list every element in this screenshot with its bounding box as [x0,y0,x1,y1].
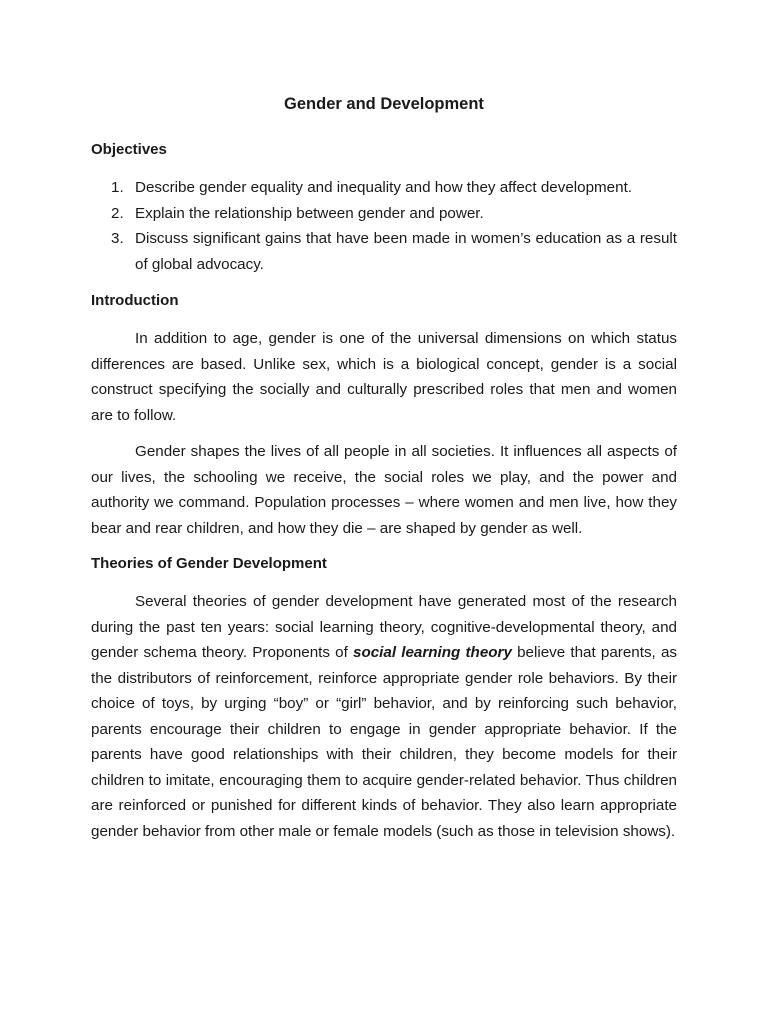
list-item-number: 2. [111,204,124,222]
list-item [91,226,677,277]
theories-text-after: believe that parents, as the distributors of reinforcement, reinforce appropriate gender role behaviors. By their choice of toys, by urging “boy” or “girl” behavior, and by reinforcing such behavior, parents encourage their children to engage in gender appropriate behavior. If the parents have good relationships with their children, they become models for their children to imitate, encouraging them to acquire gender-related behavior. Thus children are reinforced or punished for different kinds of behavior. They also learn appropriate gender behavior from other male or female models (such as those in television shows). [91,644,677,840]
theories-text-before: Several theories of gender development have generated most of the research during the past ten years: social learning theory, cognitive-developmental theory, and gender schema theory. Proponents of [91,593,677,661]
document-body [91,92,677,855]
objectives-heading: Objectives [91,141,167,158]
list-item-number: 3. [111,230,124,247]
list-item [91,201,677,227]
list-item [91,175,677,201]
list-item-text: Discuss significant gains that have been made in women’s education as a result of global advocacy. [135,230,677,273]
introduction-heading: Introduction [91,292,179,309]
document-title: Gender and Development [284,95,484,113]
list-item-number: 1. [111,179,124,196]
list-item-text: Explain the relationship between gender and power. [135,204,484,222]
theories-heading: Theories of Gender Development [91,555,327,572]
social-learning-theory-emphasis: social learning theory [353,644,512,661]
introduction-paragraph-2: Gender shapes the lives of all people in all societies. It influences all aspects of our lives, the schooling we receive, the social roles we play, and the power and authority we command. Population processes – where women and men live, how they bear and rear children, and how they die – are shaped by gender as well. [91,443,677,537]
list-item-text: Describe gender equality and inequality and how they affect development. [135,179,633,196]
theories-paragraph [91,589,677,844]
objectives-list [91,175,677,277]
introduction-paragraph-1: In addition to age, gender is one of the universal dimensions on which status differences are based. Unlike sex, which is a biological concept, gender is a social construct specifying the socially and culturally prescribed roles that men and women are to follow. [91,330,677,424]
